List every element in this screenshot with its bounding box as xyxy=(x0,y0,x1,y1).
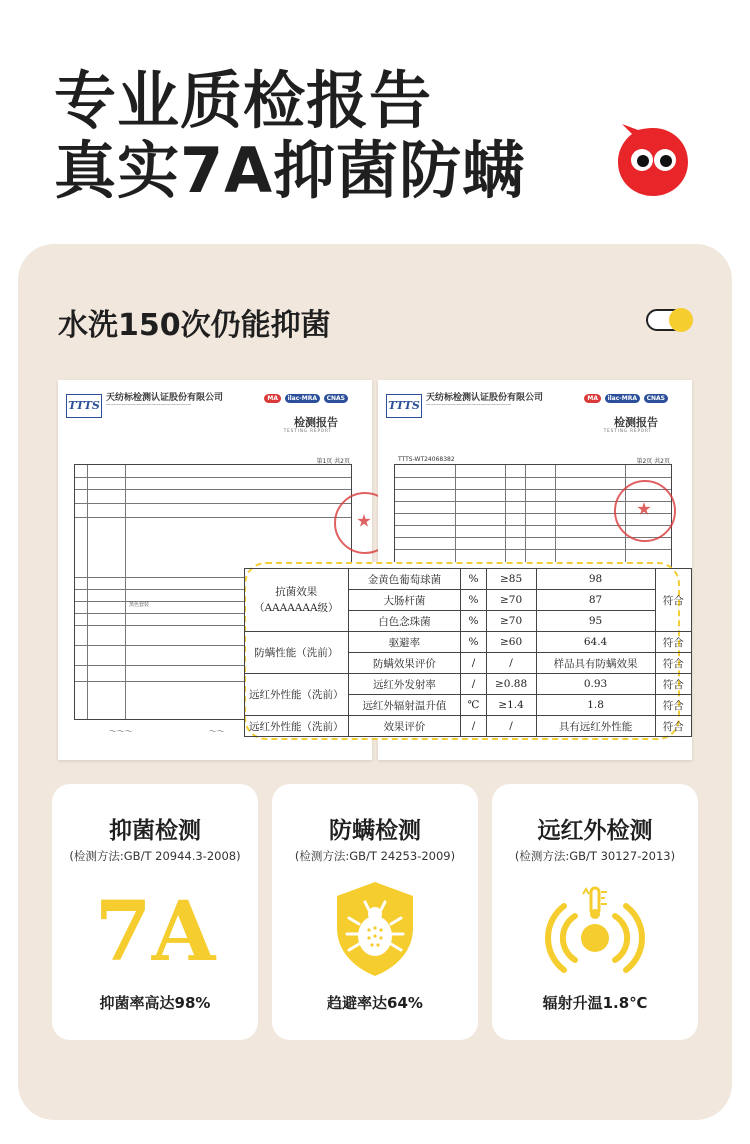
item-cell: 防螨效果评价 xyxy=(348,653,461,674)
unit-cell: % xyxy=(461,611,486,632)
std-cell: / xyxy=(486,653,536,674)
sample-name-value: 黑色套装 xyxy=(129,602,150,608)
verdict-cell: 符合 xyxy=(655,716,691,737)
std-cell: ≥70 xyxy=(486,590,536,611)
cert-cnas-icon: CNAS xyxy=(644,394,668,403)
cert-logos xyxy=(262,394,348,403)
zoomed-results-table xyxy=(244,562,684,740)
std-cell: ≥60 xyxy=(486,632,536,653)
results-table xyxy=(244,568,692,737)
unit-cell: % xyxy=(461,569,486,590)
unit-cell: / xyxy=(461,674,486,695)
result-cell: 87 xyxy=(536,590,655,611)
org-subtitle: ————————————————— xyxy=(426,402,511,408)
table-row xyxy=(245,716,692,737)
mascot-logo-icon xyxy=(612,120,694,202)
std-cell: / xyxy=(486,716,536,737)
cert-ma-icon: MA xyxy=(584,394,601,403)
report-title-en: TESTING REPORT xyxy=(283,428,332,433)
signature-2: ～～ xyxy=(208,727,224,736)
verdict-cell: 符合 xyxy=(655,695,691,716)
card-result: 辐射升温1.8℃ xyxy=(542,994,648,1012)
verdict-cell: 符合 xyxy=(655,632,691,653)
page-title-line1: 专业质检报告 xyxy=(54,64,433,137)
item-cell: 远红外辐射温升值 xyxy=(348,695,461,716)
card-title: 抑菌检测 xyxy=(109,818,201,844)
item-cell: 金黄色葡萄球菌 xyxy=(348,569,461,590)
cert-cnas-icon: CNAS xyxy=(324,394,348,403)
report-number: TTTS-WT24068382 xyxy=(398,456,455,463)
unit-cell: % xyxy=(461,590,486,611)
group-cell: 远红外性能（洗前） xyxy=(245,716,349,737)
shield-mite-icon xyxy=(325,878,425,978)
org-name: 天纺标检测认证股份有限公司 xyxy=(106,393,224,403)
group-label: 抗菌效果 （AAAAAAA级） xyxy=(253,586,339,614)
section-subtitle: 水洗150次仍能抑菌 xyxy=(58,308,331,343)
unit-cell: / xyxy=(461,716,486,737)
result-cell: 95 xyxy=(536,611,655,632)
signature-1: ～～～ xyxy=(108,727,132,736)
item-cell: 远红外发射率 xyxy=(348,674,461,695)
card-result: 抑菌率高达98% xyxy=(99,994,211,1012)
table-row xyxy=(245,674,692,695)
result-cell: 样品具有防螨效果 xyxy=(536,653,655,674)
result-cell: 98 xyxy=(536,569,655,590)
unit-cell: % xyxy=(461,632,486,653)
unit-cell: ℃ xyxy=(461,695,486,716)
red-seal-stamp-icon xyxy=(614,480,676,542)
unit-cell: / xyxy=(461,653,486,674)
cert-ilac-icon: ilac-MRA xyxy=(605,394,640,403)
card-antibacterial xyxy=(52,784,258,1040)
verdict-cell: 符合 xyxy=(655,674,691,695)
report-title: 检测报告 xyxy=(294,416,338,429)
result-cell: 64.4 xyxy=(536,632,655,653)
std-cell: ≥70 xyxy=(486,611,536,632)
group-cell: 防螨性能（洗前） xyxy=(245,632,349,674)
table-row xyxy=(245,569,692,590)
page-indicator: 第1页 共2页 xyxy=(316,458,350,465)
org-subtitle: ————————————————— xyxy=(106,402,191,408)
ttts-logo-icon: TTTS xyxy=(66,394,102,418)
decorative-toggle-icon xyxy=(646,309,692,331)
result-cell: 具有远红外性能 xyxy=(536,716,655,737)
cert-ma-icon: MA xyxy=(264,394,281,403)
std-cell: ≥0.88 xyxy=(486,674,536,695)
group-cell: 远红外性能（洗前） xyxy=(245,674,349,716)
item-cell: 效果评价 xyxy=(348,716,461,737)
item-cell: 大肠杆菌 xyxy=(348,590,461,611)
cert-ilac-icon: ilac-MRA xyxy=(285,394,320,403)
card-method: (检测方法:GB/T 30127-2013) xyxy=(514,849,676,863)
cert-logos xyxy=(582,394,668,403)
result-cell: 0.93 xyxy=(536,674,655,695)
page-title-line2: 真实7A抑菌防螨 xyxy=(54,134,526,207)
report-title: 检测报告 xyxy=(614,416,658,429)
org-name: 天纺标检测认证股份有限公司 xyxy=(426,393,544,403)
item-cell: 白色念珠菌 xyxy=(348,611,461,632)
card-result: 趋避率达64% xyxy=(327,994,423,1012)
thermometer-radiation-icon xyxy=(545,878,645,978)
card-method: (检测方法:GB/T 24253-2009) xyxy=(294,849,456,863)
card-anti-mite xyxy=(272,784,478,1040)
verdict-cell: 符合 xyxy=(655,569,691,632)
grade-7a-text: 7A xyxy=(94,884,216,980)
item-cell: 驱避率 xyxy=(348,632,461,653)
group-cell xyxy=(245,569,349,632)
verdict-cell: 符合 xyxy=(655,653,691,674)
result-cell: 1.8 xyxy=(536,695,655,716)
std-cell: ≥85 xyxy=(486,569,536,590)
ttts-logo-icon: TTTS xyxy=(386,394,422,418)
card-title: 远红外检测 xyxy=(537,818,653,844)
report-title-en: TESTING REPORT xyxy=(603,428,652,433)
card-title: 防螨检测 xyxy=(329,818,421,844)
card-method: (检测方法:GB/T 20944.3-2008) xyxy=(69,849,241,863)
page-indicator: 第2页 共2页 xyxy=(636,458,670,465)
std-cell: ≥1.4 xyxy=(486,695,536,716)
table-row xyxy=(245,632,692,653)
card-far-infrared xyxy=(492,784,698,1040)
